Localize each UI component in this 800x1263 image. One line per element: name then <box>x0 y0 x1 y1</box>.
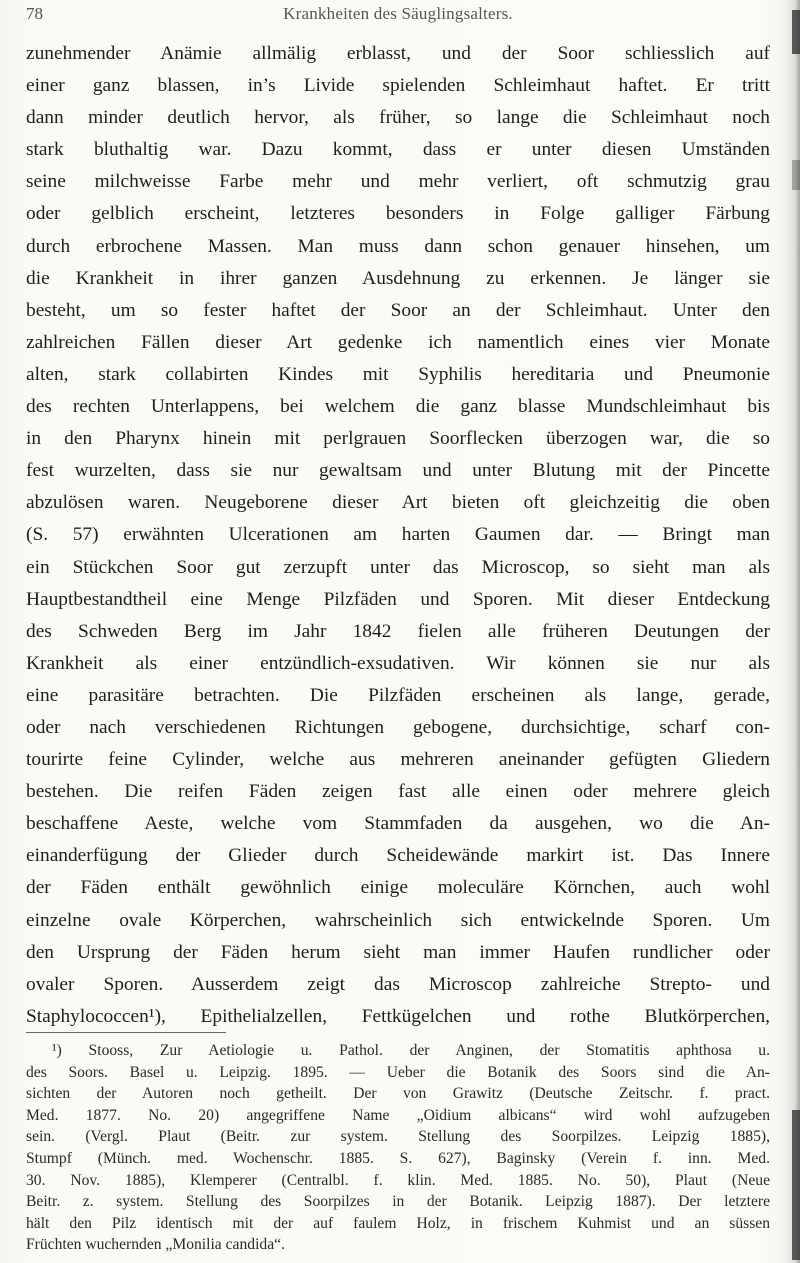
text-line: oder nach verschiedenen Richtungen gebogene, durchsichtige, scharf con- <box>26 716 770 738</box>
page-header <box>26 4 770 26</box>
footnote-line: sichten der Autoren noch getheilt. Der von Grawitz (Deutsche Zeitschr. f. pract. <box>26 1085 770 1103</box>
text-line: einer ganz blassen, in’s Livide spielenden Schleimhaut haftet. Er tritt <box>26 75 770 97</box>
body-text <box>26 38 770 1033</box>
text-line: den Ursprung der Fäden herum sieht man immer Haufen rundlicher oder <box>26 941 770 963</box>
footnote-line: hält den Pilz identisch mit der auf faulem Holz, in frischem Kuhmist und an süssen <box>26 1214 770 1232</box>
text-line: alten, stark collabirten Kindes mit Syphilis hereditaria und Pneumonie <box>26 363 770 385</box>
text-line: Staphylococcen¹), Epithelialzellen, Fettkügelchen und rothe Blutkörperchen, <box>26 1005 770 1027</box>
footnote-line: ¹) Stooss, Zur Aetiologie u. Pathol. der Anginen, der Stomatitis aphthosa u. <box>52 1042 770 1059</box>
page-number: 78 <box>26 4 43 23</box>
footnote-line: des Soors. Basel u. Leipzig. 1895. — Ueber die Botanik des Soors sind die An- <box>26 1063 770 1081</box>
text-line: einanderfügung der Glieder durch Scheidewände markirt ist. Das Innere <box>26 845 770 867</box>
text-line: beschaffene Aeste, welche vom Stammfaden da ausgehen, wo die An- <box>26 813 770 835</box>
text-line: einzelne ovale Körperchen, wahrscheinlich sich entwickelnde Sporen. Um <box>26 909 770 931</box>
text-line: ovaler Sporen. Ausserdem zeigt das Microscop zahlreiche Strepto- und <box>26 973 770 995</box>
footnote-line: Med. 1877. No. 20) angegriffene Name „Oidium albicans“ wird wohl aufzugeben <box>26 1106 770 1124</box>
footnote-line: Stumpf (Münch. med. Wochenschr. 1885. S. 627), Baginsky (Verein f. inn. Med. <box>26 1149 770 1167</box>
text-line: abzulösen waren. Neugeborene dieser Art bieten oft gleichzeitig die oben <box>26 492 770 514</box>
text-line: (S. 57) erwähnten Ulcerationen am harten Gaumen dar. — Bringt man <box>26 524 770 546</box>
text-line: in den Pharynx hinein mit perlgrauen Soorflecken überzogen war, die so <box>26 428 770 450</box>
text-line: eine parasitäre betrachten. Die Pilzfäden erscheinen als lange, gerade, <box>26 684 770 706</box>
page-edge-mark <box>792 1110 800 1260</box>
text-line: stark bluthaltig war. Dazu kommt, dass er unter diesen Umständen <box>26 139 770 161</box>
page-edge-mark <box>792 160 800 190</box>
text-line: tourirte feine Cylinder, welche aus mehreren aneinander gefügten Gliedern <box>26 749 770 771</box>
text-line: seine milchweisse Farbe mehr und mehr verliert, oft schmutzig grau <box>26 171 770 193</box>
text-line: ein Stückchen Soor gut zerzupft unter das Microscop, so sieht man als <box>26 556 770 578</box>
text-line: des rechten Unterlappens, bei welchem die ganz blasse Mundschleimhaut bis <box>26 396 770 418</box>
text-line: zahlreichen Fällen dieser Art gedenke ich namentlich eines vier Monate <box>26 331 770 353</box>
footnote-line: sein. (Vergl. Plaut (Beitr. zur system. Stellung des Soorpilzes. Leipzig 1885), <box>26 1128 770 1146</box>
page-edge-mark <box>792 10 800 54</box>
footnote-line: 30. Nov. 1885), Klemperer (Centralbl. f. klin. Med. 1885. No. 50), Plaut (Neue <box>26 1171 770 1189</box>
text-line: fest wurzelten, dass sie nur gewaltsam und unter Blutung mit der Pincette <box>26 460 770 482</box>
text-line: bestehen. Die reifen Fäden zeigen fast alle einen oder mehrere gleich <box>26 781 770 803</box>
footnote-line: Beitr. z. system. Stellung des Soorpilzes in der Botanik. Leipzig 1887). Der letztere <box>26 1193 770 1211</box>
text-line: Krankheit als einer entzündlich-exsudativen. Wir können sie nur als <box>26 652 770 674</box>
footnote-divider <box>26 1032 226 1033</box>
footnote-line: Früchten wuchernden „Monilia candida“. <box>26 1236 285 1254</box>
text-line: zunehmender Anämie allmälig erblasst, und der Soor schliesslich auf <box>26 43 770 64</box>
text-line: durch erbrochene Massen. Man muss dann schon genauer hinsehen, um <box>26 235 770 257</box>
running-head: Krankheiten des Säuglingsalters. <box>283 4 513 23</box>
text-line: des Schweden Berg im Jahr 1842 fielen alle früheren Deutungen der <box>26 620 770 642</box>
text-line: der Fäden enthält gewöhnlich einige moleculäre Körnchen, auch wohl <box>26 877 770 899</box>
text-line: die Krankheit in ihrer ganzen Ausdehnung zu erkennen. Je länger sie <box>26 267 770 289</box>
footnotes <box>26 1040 770 1256</box>
text-line: Hauptbestandtheil eine Menge Pilzfäden und Sporen. Mit dieser Entdeckung <box>26 588 770 610</box>
text-line: besteht, um so fester haftet der Soor an der Schleimhaut. Unter den <box>26 299 770 321</box>
text-line: oder gelblich erscheint, letzteres besonders in Folge galliger Färbung <box>26 203 770 225</box>
text-line: dann minder deutlich hervor, als früher, so lange die Schleimhaut noch <box>26 107 770 129</box>
